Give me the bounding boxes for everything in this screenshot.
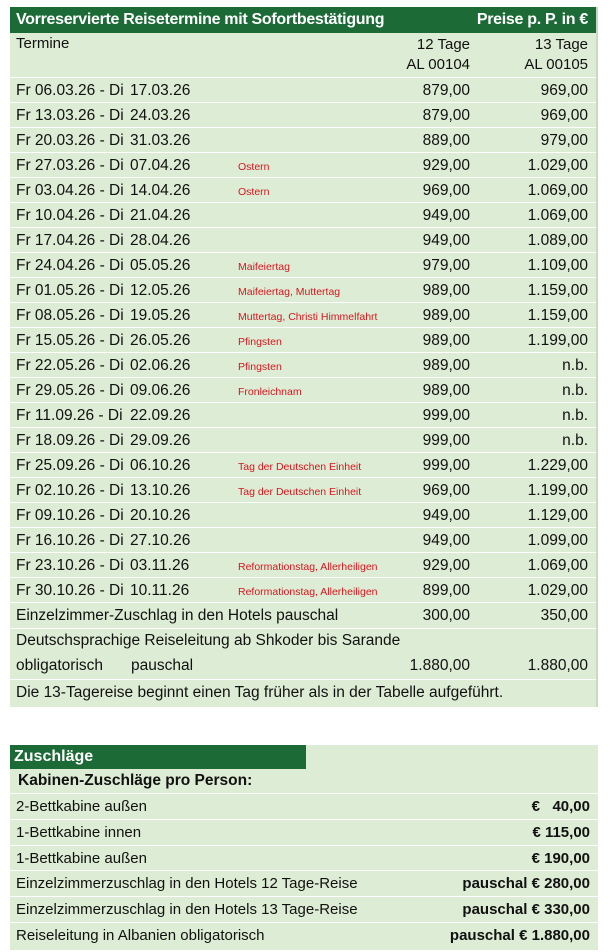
supplement-row: [10, 922, 598, 948]
col-12-tage: [406, 35, 470, 75]
holiday-note: Tag der Deutschen Einheit: [238, 486, 362, 498]
holiday-note: Ostern: [238, 186, 270, 198]
price-12: 949,00: [422, 232, 470, 249]
table-row: [10, 78, 596, 103]
supplement-value: pauschal € 1.880,00: [449, 926, 590, 944]
date-from: Fr 03.04.26 - Di: [16, 182, 124, 199]
price-13: 1.089,00: [527, 232, 588, 249]
date-from: Fr 18.09.26 - Di: [16, 432, 124, 449]
date-to: 06.10.26: [130, 457, 191, 474]
date-to: 07.04.26: [130, 157, 191, 174]
price-12: 949,00: [422, 507, 470, 524]
holiday-note: Tag der Deutschen Einheit: [238, 461, 362, 473]
price-12: 989,00: [422, 357, 470, 374]
guide-13: 1.880,00: [527, 657, 588, 674]
date-to: 28.04.26: [130, 232, 191, 249]
date-from: Fr 30.10.26 - Di: [16, 582, 124, 599]
table-row: [10, 228, 596, 253]
price-13: 1.069,00: [527, 557, 588, 574]
supplement-row: [10, 845, 598, 871]
price-12: 899,00: [422, 582, 470, 599]
price-note: Preise p. P. in €: [476, 11, 588, 28]
table-row: [10, 103, 596, 128]
date-from: Fr 10.04.26 - Di: [16, 207, 124, 224]
date-from: Fr 27.03.26 - Di: [16, 157, 124, 174]
holiday-note: Maifeiertag, Muttertag: [238, 286, 341, 298]
date-from: Fr 22.05.26 - Di: [16, 357, 124, 374]
price-13: 969,00: [540, 107, 588, 124]
table-row: [10, 453, 596, 478]
price-13: 1.069,00: [527, 182, 588, 199]
table-header-bar: [10, 7, 596, 33]
holiday-note: Muttertag, Christi Himmelfahrt: [238, 311, 378, 323]
price-12: 929,00: [422, 557, 470, 574]
date-from: Fr 23.10.26 - Di: [16, 557, 124, 574]
price-12: 969,00: [422, 182, 470, 199]
dates-price-table: [10, 7, 598, 707]
col-12-code: AL 00104: [406, 56, 470, 73]
supplement-label: Reiseleitung in Albanien obligatorisch: [16, 926, 265, 944]
price-12: 999,00: [422, 407, 470, 424]
table-row: [10, 503, 596, 528]
single-room-12: 300,00: [422, 607, 470, 624]
supplement-label: 1-Bettkabine außen: [16, 849, 147, 867]
col-12-duration: 12 Tage: [416, 36, 470, 53]
price-13: 979,00: [540, 132, 588, 149]
price-13: 1.029,00: [527, 157, 588, 174]
price-13: 1.129,00: [527, 507, 588, 524]
supplements-subtitle: Kabinen-Zuschläge pro Person:: [18, 772, 253, 789]
price-12: 979,00: [422, 257, 470, 274]
date-to: 10.11.26: [130, 582, 190, 599]
date-rows: [10, 78, 596, 603]
price-13: n.b.: [562, 382, 588, 399]
table-title: Vorreservierte Reisetermine mit Sofortbestätigung: [16, 11, 385, 28]
date-to: 14.04.26: [130, 182, 191, 199]
price-12: 989,00: [422, 307, 470, 324]
date-to: 13.10.26: [130, 482, 191, 499]
guide-label: Deutschsprachige Reiseleitung ab Shkoder bis Sarande: [16, 632, 401, 649]
date-from: Fr 01.05.26 - Di: [16, 282, 124, 299]
price-13: 1.159,00: [527, 282, 588, 299]
price-12: 949,00: [422, 207, 470, 224]
guide-obligatory: obligatorisch: [16, 657, 104, 674]
date-to: 22.09.26: [130, 407, 191, 424]
date-from: Fr 08.05.26 - Di: [16, 307, 124, 324]
guide-12: 1.880,00: [409, 657, 470, 674]
supplement-row: [10, 819, 598, 845]
date-from: Fr 11.09.26 - Di: [16, 407, 123, 424]
supplements-title: Zuschläge: [10, 745, 306, 769]
price-13: 969,00: [540, 82, 588, 99]
col-13-code: AL 00105: [524, 56, 588, 73]
price-12: 989,00: [422, 382, 470, 399]
date-to: 02.06.26: [130, 357, 191, 374]
price-12: 969,00: [422, 482, 470, 499]
single-room-13: 350,00: [540, 607, 588, 624]
date-to: 26.05.26: [130, 332, 191, 349]
price-12: 989,00: [422, 282, 470, 299]
col-13-tage: [524, 35, 588, 75]
single-room-label: Einzelzimmer-Zuschlag in den Hotels pauschal: [16, 607, 339, 624]
holiday-note: Ostern: [238, 161, 270, 173]
holiday-note: Reformationstag, Allerheiligen: [238, 586, 378, 598]
price-13: 1.199,00: [527, 332, 588, 349]
date-from: Fr 25.09.26 - Di: [16, 457, 124, 474]
table-row: [10, 428, 596, 453]
price-13: 1.109,00: [527, 257, 588, 274]
supplement-row: [10, 793, 598, 819]
price-13: 1.229,00: [527, 457, 588, 474]
supplement-value: pauschal € 330,00: [462, 901, 590, 919]
table-row: [10, 353, 596, 378]
table-row: [10, 153, 596, 178]
date-to: 29.09.26: [130, 432, 191, 449]
date-from: Fr 13.03.26 - Di: [16, 107, 124, 124]
date-to: 27.10.26: [130, 532, 191, 549]
table-row: [10, 203, 596, 228]
price-13: 1.069,00: [527, 207, 588, 224]
date-to: 20.10.26: [130, 507, 191, 524]
date-to: 31.03.26: [130, 132, 191, 149]
supplement-label: 2-Bettkabine außen: [16, 798, 147, 815]
price-13: 1.099,00: [527, 532, 588, 549]
table-row: [10, 528, 596, 553]
date-from: Fr 17.04.26 - Di: [16, 232, 124, 249]
table-row: [10, 378, 596, 403]
supplement-value: € 115,00: [532, 823, 590, 841]
supplements-box: [10, 745, 598, 950]
supplement-rows: [10, 793, 598, 948]
price-12: 929,00: [422, 157, 470, 174]
date-to: 03.11.26: [130, 557, 190, 574]
date-from: Fr 06.03.26 - Di: [16, 82, 124, 99]
supplement-row: [10, 870, 598, 896]
price-13: 1.159,00: [527, 307, 588, 324]
holiday-note: Maifeiertag: [238, 261, 290, 273]
table-row: [10, 128, 596, 153]
date-from: Fr 09.10.26 - Di: [16, 507, 124, 524]
table-row: [10, 478, 596, 503]
date-to: 21.04.26: [130, 207, 191, 224]
table-row: [10, 578, 596, 603]
price-13: 1.029,00: [527, 582, 588, 599]
supplement-value: € 190,00: [531, 849, 590, 867]
table-row: [10, 253, 596, 278]
table-row: [10, 403, 596, 428]
table-row: [10, 303, 596, 328]
date-to: 19.05.26: [130, 307, 191, 324]
date-from: Fr 29.05.26 - Di: [16, 382, 124, 399]
supplement-label: Einzelzimmerzuschlag in den Hotels 12 Tage-Reise: [16, 875, 358, 893]
price-12: 889,00: [422, 132, 470, 149]
price-12: 999,00: [422, 432, 470, 449]
guide-flat: pauschal: [131, 657, 194, 674]
table-row: [10, 553, 596, 578]
supplement-value: pauschal € 280,00: [462, 875, 590, 893]
date-from: Fr 16.10.26 - Di: [16, 532, 124, 549]
date-from: Fr 15.05.26 - Di: [16, 332, 124, 349]
price-12: 989,00: [422, 332, 470, 349]
column-headers: [10, 33, 596, 78]
supplement-label: Einzelzimmerzuschlag in den Hotels 13 Tage-Reise: [16, 901, 358, 919]
supplement-row: [10, 896, 598, 922]
date-to: 17.03.26: [130, 82, 191, 99]
price-12: 879,00: [422, 82, 470, 99]
date-to: 12.05.26: [130, 282, 191, 299]
single-room-row: [10, 603, 596, 629]
holiday-note: Fronleichnam: [238, 386, 302, 398]
date-from: Fr 24.04.26 - Di: [16, 257, 124, 274]
holiday-note: Pfingsten: [238, 361, 282, 373]
table-row: [10, 178, 596, 203]
date-to: 05.05.26: [130, 257, 191, 274]
date-to: 24.03.26: [130, 107, 191, 124]
price-12: 879,00: [422, 107, 470, 124]
price-13: n.b.: [562, 407, 588, 424]
table-row: [10, 328, 596, 353]
price-12: 949,00: [422, 532, 470, 549]
col-13-duration: 13 Tage: [534, 36, 588, 53]
table-row: [10, 278, 596, 303]
price-12: 999,00: [422, 457, 470, 474]
date-to: 09.06.26: [130, 382, 191, 399]
supplement-label: 1-Bettkabine innen: [16, 823, 142, 841]
date-from: Fr 02.10.26 - Di: [16, 482, 124, 499]
supplement-value: € 40,00: [531, 798, 590, 815]
col-termine: Termine: [16, 35, 70, 52]
date-from: Fr 20.03.26 - Di: [16, 132, 124, 149]
holiday-note: Pfingsten: [238, 336, 282, 348]
price-13: 1.199,00: [527, 482, 588, 499]
holiday-note: Reformationstag, Allerheiligen: [238, 561, 378, 573]
price-13: n.b.: [562, 357, 588, 374]
footnote: Die 13-Tagereise beginnt einen Tag früher als in der Tabelle aufgeführt.: [16, 684, 504, 701]
price-13: n.b.: [562, 432, 588, 449]
guide-row: [10, 629, 596, 680]
